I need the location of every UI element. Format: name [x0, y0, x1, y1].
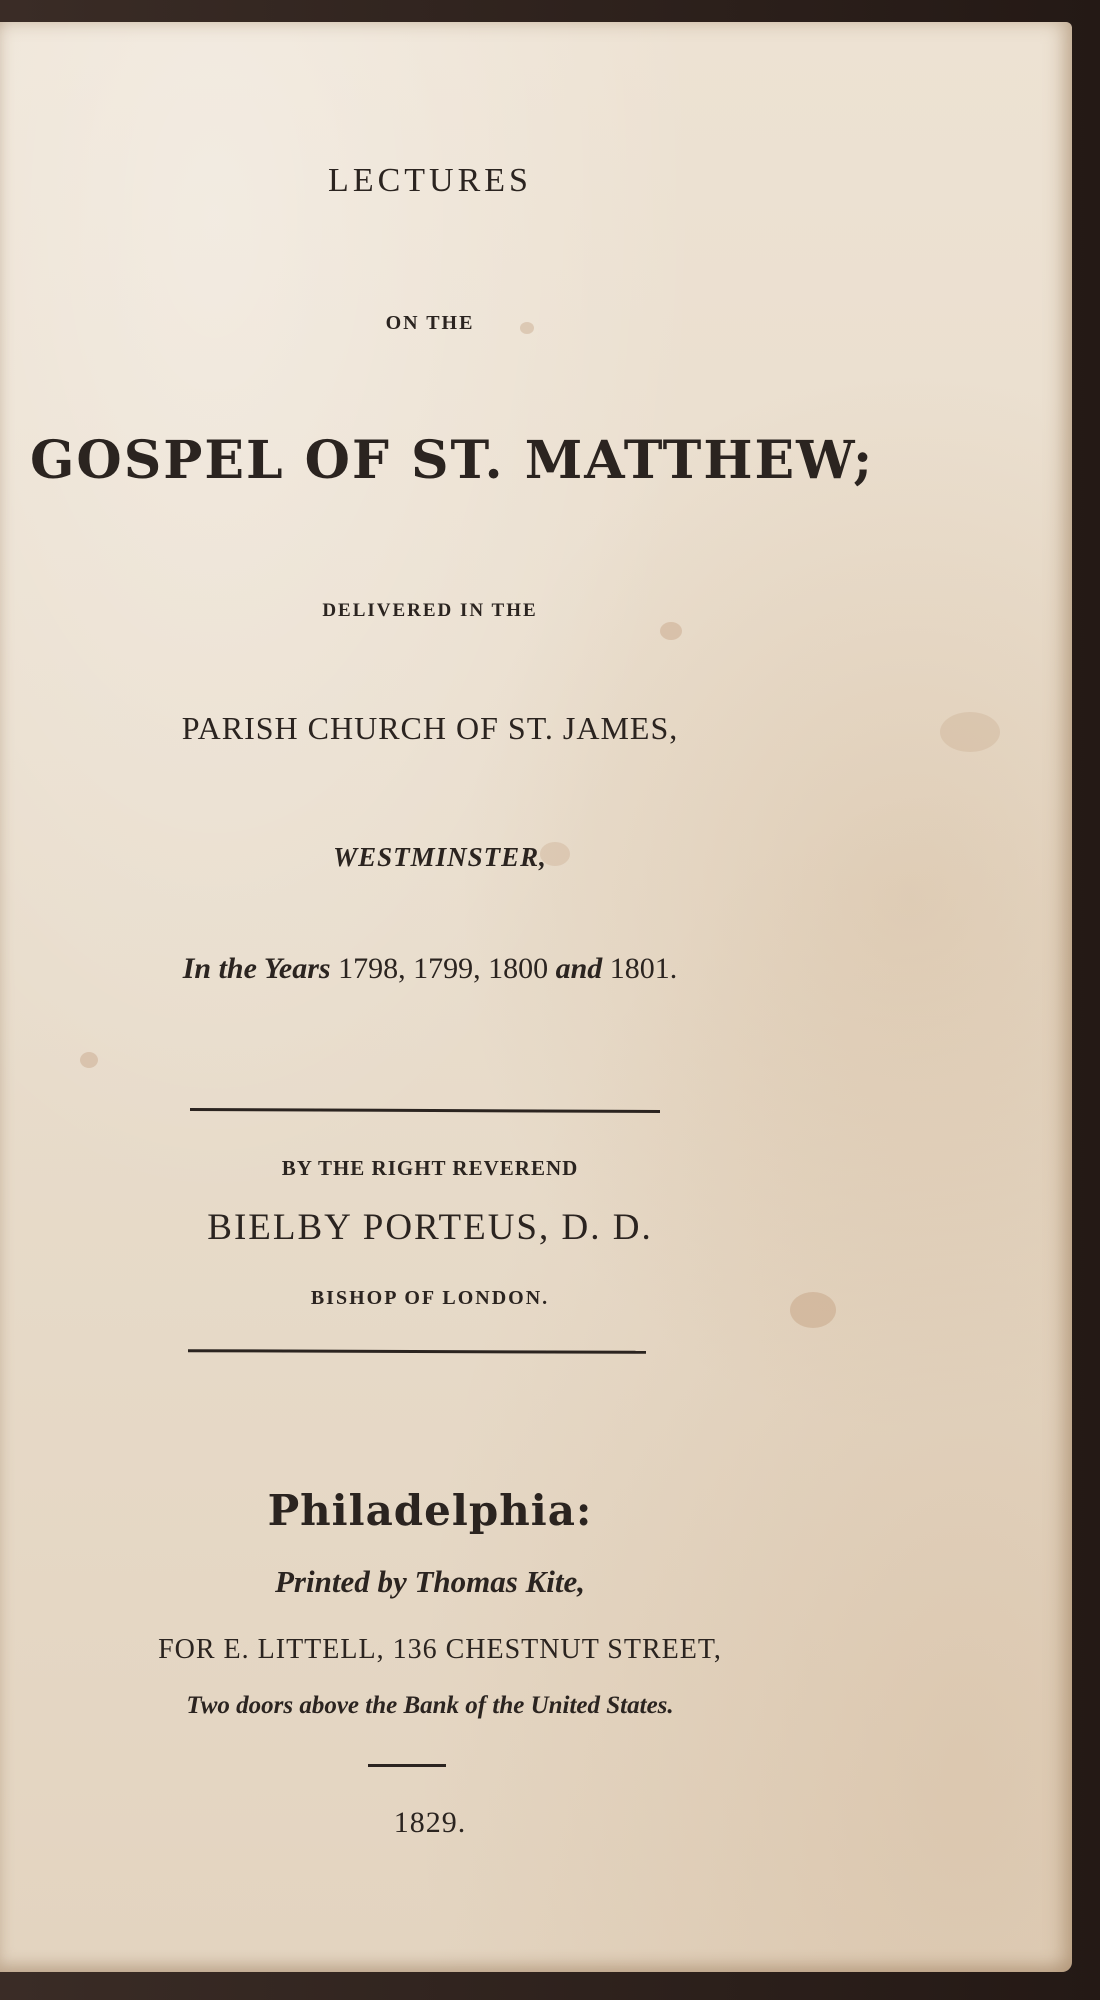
parish-line: PARISH CHURCH OF ST. JAMES,: [181, 710, 679, 746]
author-name: BIELBY PORTEUS, D. D.: [207, 1207, 653, 1248]
imprint-year: 1829.: [393, 1806, 467, 1839]
years-prefix: In the Years: [182, 952, 331, 985]
title-lectures: LECTURES: [328, 162, 532, 199]
main-title: GOSPEL OF ST. MATTHEW;: [30, 430, 875, 491]
rule-divider: [188, 1349, 646, 1354]
title-on-the: ON THE: [385, 312, 475, 334]
imprint-publisher: FOR E. LITTELL, 136 CHESTNUT STREET,: [158, 1634, 722, 1665]
foxing-spot: [660, 622, 682, 640]
rule-divider: [190, 1108, 660, 1113]
foxing-spot: [80, 1052, 98, 1068]
years-line: [40, 952, 820, 986]
foxing-spot: [940, 712, 1000, 752]
title-page: [0, 22, 1072, 1972]
years-conj: and: [555, 952, 603, 985]
years-last: 1801.: [609, 952, 678, 985]
delivered-line: DELIVERED IN THE: [322, 600, 538, 621]
by-line: BY THE RIGHT REVEREND: [281, 1156, 579, 1180]
years-list: 1798, 1799, 1800: [338, 952, 549, 985]
imprint-location: Two doors above the Bank of the United States.: [186, 1692, 674, 1719]
rule-short: [368, 1764, 446, 1767]
imprint-printer: Printed by Thomas Kite,: [275, 1564, 585, 1599]
westminster-line: WESTMINSTER,: [333, 842, 547, 872]
author-title: BISHOP OF LONDON.: [310, 1287, 550, 1309]
imprint-city: Philadelphia:: [267, 1486, 593, 1535]
